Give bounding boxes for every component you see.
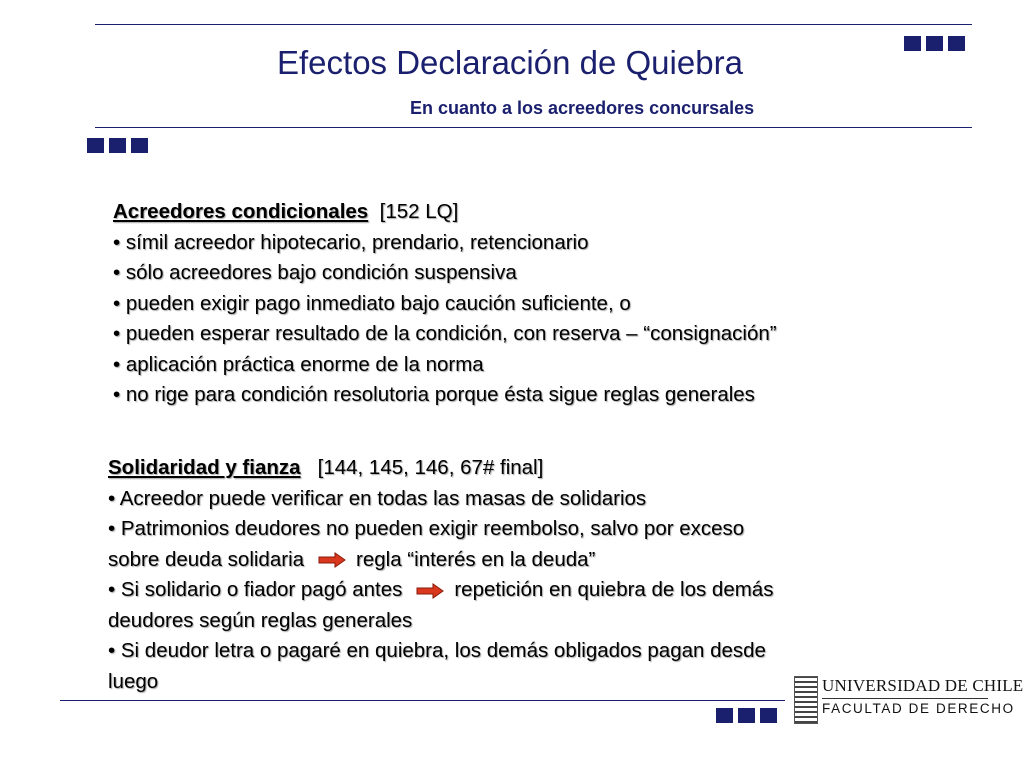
- section-heading: [113, 197, 777, 228]
- deco-square: [716, 708, 733, 723]
- section-heading: [108, 453, 773, 484]
- left-squares: [87, 138, 148, 153]
- text-fragment: repetición en quiebra de los demás: [454, 578, 774, 601]
- right-arrow-icon: [416, 583, 444, 599]
- continuation-line: luego: [108, 669, 159, 693]
- continuation-line: deudores según reglas generales: [108, 608, 413, 632]
- faculty-name: FACULTAD DE DERECHO: [822, 701, 1015, 716]
- bottom-squares: [716, 708, 777, 723]
- heading-text: Acreedores condicionales: [113, 200, 369, 223]
- slide-title: Efectos Declaración de Quiebra: [277, 44, 743, 81]
- deco-square: [109, 138, 126, 153]
- bullet-item: • sólo acreedores bajo condición suspensiva: [113, 261, 517, 284]
- bullet-item: • Si deudor letra o pagaré en quiebra, los demás obligados pagan desde: [108, 639, 766, 662]
- mid-rule: [95, 127, 972, 128]
- bullet-item: • pueden esperar resultado de la condición, con reserva – “consignación”: [113, 322, 777, 345]
- deco-square: [926, 36, 943, 51]
- deco-square: [738, 708, 755, 723]
- bullet-item: • pueden exigir pago inmediato bajo caución suficiente, o: [113, 291, 631, 315]
- deco-square: [904, 36, 921, 51]
- section-solidarity-guarantee: [108, 453, 773, 697]
- university-name: UNIVERSIDAD DE CHILE: [822, 676, 1024, 695]
- deco-square: [760, 708, 777, 723]
- heading-text: Solidaridad y fianza: [108, 456, 301, 479]
- deco-square: [87, 138, 104, 153]
- bullet-item: • Patrimonios deudores no pueden exigir reembolso, salvo por exceso: [108, 517, 745, 540]
- bullet-item: • no rige para condición resolutoria porque ésta sigue reglas generales: [113, 383, 755, 406]
- bottom-rule: [60, 700, 785, 701]
- text-fragment: sobre deuda solidaria: [108, 547, 305, 571]
- university-emblem-icon: [794, 676, 818, 724]
- legal-reference: [152 LQ]: [379, 200, 459, 223]
- bullet-item: • símil acreedor hipotecario, prendario, retencionario: [113, 230, 589, 254]
- top-right-squares: [904, 36, 965, 51]
- legal-reference: [144, 145, 146, 67# final]: [317, 456, 544, 479]
- bullet-item: • aplicación práctica enorme de la norma: [113, 352, 484, 376]
- top-rule: [95, 24, 972, 25]
- deco-square: [948, 36, 965, 51]
- university-logo: [794, 676, 1024, 726]
- text-fragment: regla “interés en la deuda”: [356, 547, 596, 571]
- deco-square: [131, 138, 148, 153]
- logo-divider: [822, 698, 988, 699]
- continuation-line: [108, 545, 773, 576]
- text-fragment: • Si solidario o fiador pagó antes: [108, 578, 403, 601]
- bullet-item: [108, 575, 773, 606]
- right-arrow-icon: [318, 552, 346, 568]
- section-conditional-creditors: [113, 197, 777, 411]
- bullet-item: • Acreedor puede verificar en todas las masas de solidarios: [108, 486, 647, 510]
- slide-subtitle: En cuanto a los acreedores concursales: [410, 98, 755, 118]
